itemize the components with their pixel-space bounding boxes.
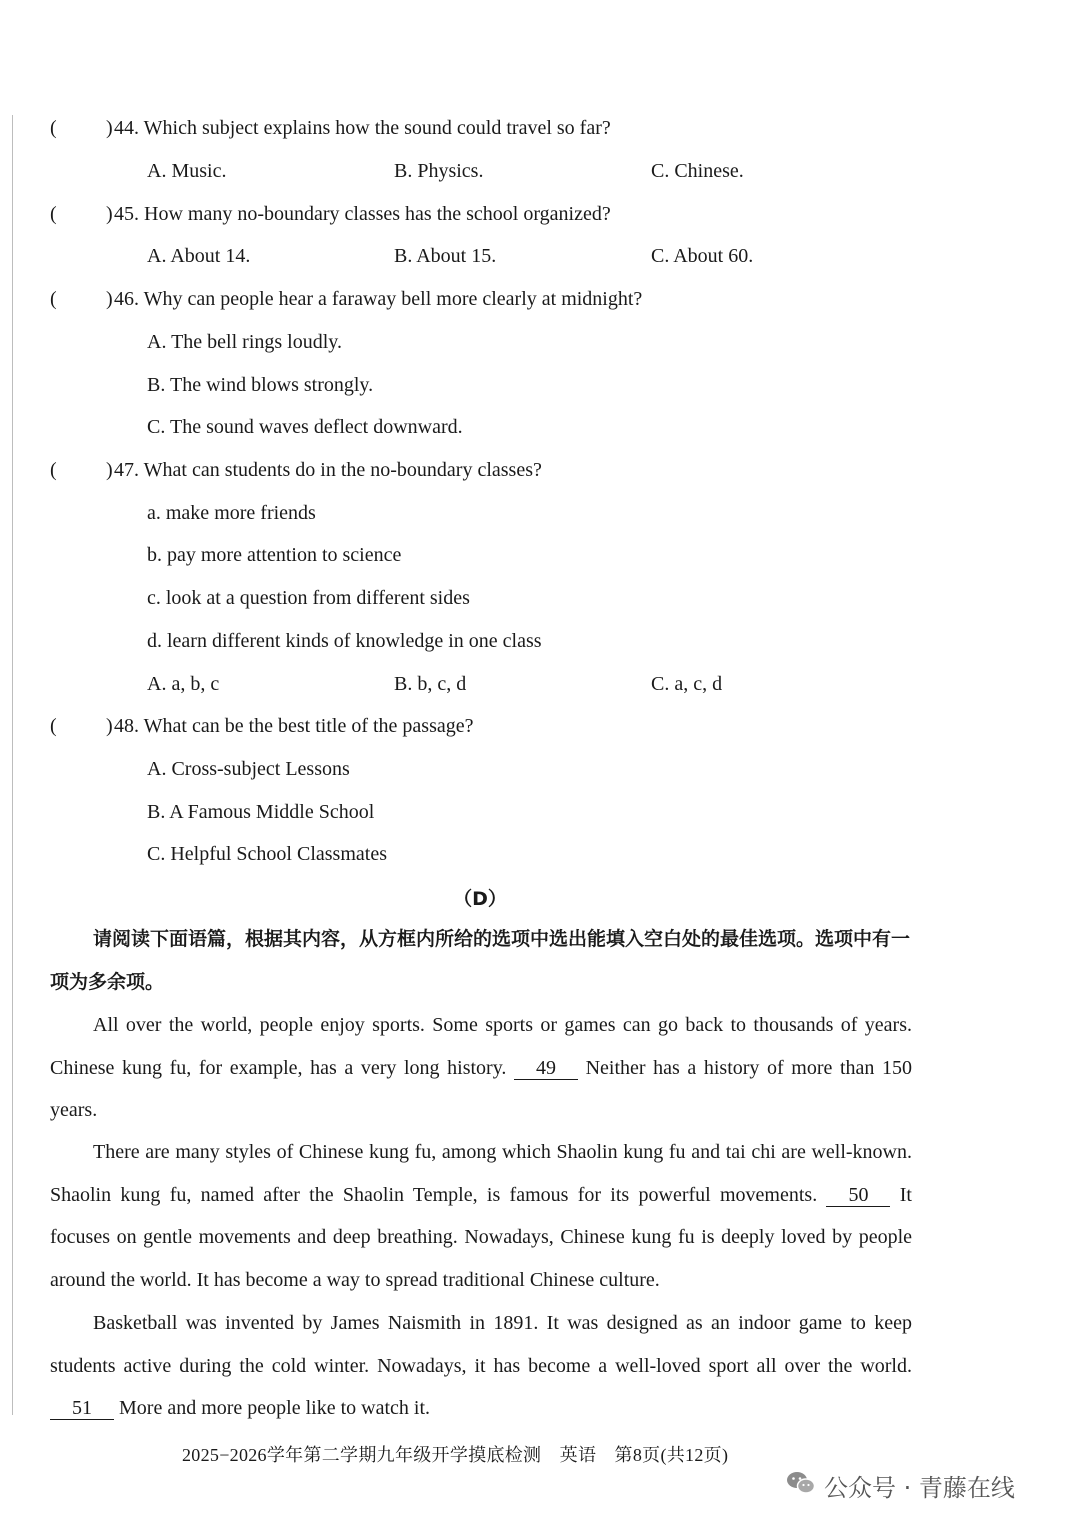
- option-a: A. The bell rings loudly.: [147, 331, 342, 353]
- option-b: B. A Famous Middle School: [147, 801, 375, 823]
- option-b: B. About 15.: [394, 245, 497, 267]
- question-text: Why can people hear a faraway bell more clearly at midnight?: [143, 288, 643, 310]
- option-a: A. About 14.: [147, 245, 251, 267]
- watermark: [786, 1468, 1015, 1503]
- answer-paren-open: (: [50, 715, 57, 737]
- question-stem: 47. What can students do in the no-boundary classes?: [114, 459, 542, 481]
- question-text: What can be the best title of the passage?: [143, 715, 474, 737]
- answer-paren-open: (: [50, 288, 57, 310]
- option-c: C. The sound waves deflect downward.: [147, 416, 463, 438]
- answer-paren-open: (: [50, 459, 57, 481]
- option-b: B. Physics.: [394, 160, 484, 182]
- question-stem: 46. Why can people hear a faraway bell more clearly at midnight?: [114, 288, 643, 310]
- passage-paragraph-2: [50, 1131, 912, 1301]
- option-b: B. b, c, d: [394, 673, 467, 695]
- answer-paren-close: ): [106, 459, 113, 481]
- blank-50: 50: [826, 1184, 890, 1207]
- passage-paragraph-3: [50, 1302, 912, 1430]
- wechat-icon: [786, 1470, 816, 1502]
- paragraph-text-before: There are many styles of Chinese kung fu, among which Shaolin kung fu and tai chi are well-known. Shaolin kung fu, named after the Shaolin Temple, is famous for its powerful movements.: [50, 1141, 912, 1206]
- paragraph-text-before: All over the world, people enjoy sports. Some sports or games can go back to thousands of years. Chinese kung fu, for example, has a very long history.: [50, 1014, 912, 1079]
- question-number: 47: [114, 459, 134, 481]
- option-c: C. About 60.: [651, 245, 754, 267]
- passage-paragraph-1: [50, 1004, 912, 1132]
- question-stem: 45. How many no-boundary classes has the school organized?: [114, 203, 611, 225]
- blank-49: 49: [514, 1057, 578, 1080]
- question-stem: 48. What can be the best title of the passage?: [114, 715, 474, 737]
- question-text: Which subject explains how the sound could travel so far?: [143, 117, 611, 139]
- answer-paren-close: ): [106, 288, 113, 310]
- question-stem: 44. Which subject explains how the sound could travel so far?: [114, 117, 611, 139]
- answer-paren-close: ): [106, 715, 113, 737]
- watermark-text: 公众号 · 青藤在线: [824, 1474, 1015, 1502]
- option-c: C. a, c, d: [651, 673, 723, 695]
- left-margin-rule: [12, 115, 13, 1415]
- paragraph-text-before: Basketball was invented by James Naismith in 1891. It was designed as an indoor game to keep students active during the cold winter. Nowadays, it has become a well-loved sport all over the world.: [50, 1312, 912, 1377]
- question-number: 45: [114, 203, 134, 225]
- option-a: A. Cross-subject Lessons: [147, 758, 350, 780]
- statement-a: a. make more friends: [147, 502, 316, 524]
- option-b: B. The wind blows strongly.: [147, 374, 374, 396]
- answer-paren-open: (: [50, 117, 57, 139]
- option-c: C. Helpful School Classmates: [147, 843, 387, 865]
- question-text: What can students do in the no-boundary classes?: [143, 459, 542, 481]
- option-a: A. a, b, c: [147, 673, 220, 695]
- option-c: C. Chinese.: [651, 160, 744, 182]
- blank-51: 51: [50, 1397, 114, 1420]
- answer-paren-close: ): [106, 203, 113, 225]
- option-a: A. Music.: [147, 160, 227, 182]
- paragraph-text-after: It focuses on gentle movements and deep breathing. Nowadays, Chinese kung fu is deeply loved by people around the world. It has become a way to spread traditional Chinese culture.: [50, 1183, 912, 1291]
- question-text: How many no-boundary classes has the school organized?: [144, 203, 611, 225]
- page-footer: 2025−2026学年第二学期九年级开学摸底检测 英语 第8页(共12页): [182, 1445, 729, 1465]
- question-number: 48: [114, 715, 134, 737]
- question-number: 46: [114, 288, 134, 310]
- statement-d: d. learn different kinds of knowledge in one class: [147, 630, 542, 652]
- statement-b: b. pay more attention to science: [147, 544, 402, 566]
- statement-c: c. look at a question from different sides: [147, 587, 470, 609]
- question-number: 44: [114, 117, 134, 139]
- paragraph-text-after: Neither has a history of more than 150 years.: [50, 1056, 912, 1122]
- answer-paren-open: (: [50, 203, 57, 225]
- answer-paren-close: ): [106, 117, 113, 139]
- paragraph-text-after: More and more people like to watch it.: [114, 1397, 431, 1420]
- section-instructions: 请阅读下面语篇，根据其内容，从方框内所给的选项中选出能填入空白处的最佳选项。选项中有一项为多余项。: [50, 928, 911, 993]
- section-title: （D）: [453, 888, 507, 910]
